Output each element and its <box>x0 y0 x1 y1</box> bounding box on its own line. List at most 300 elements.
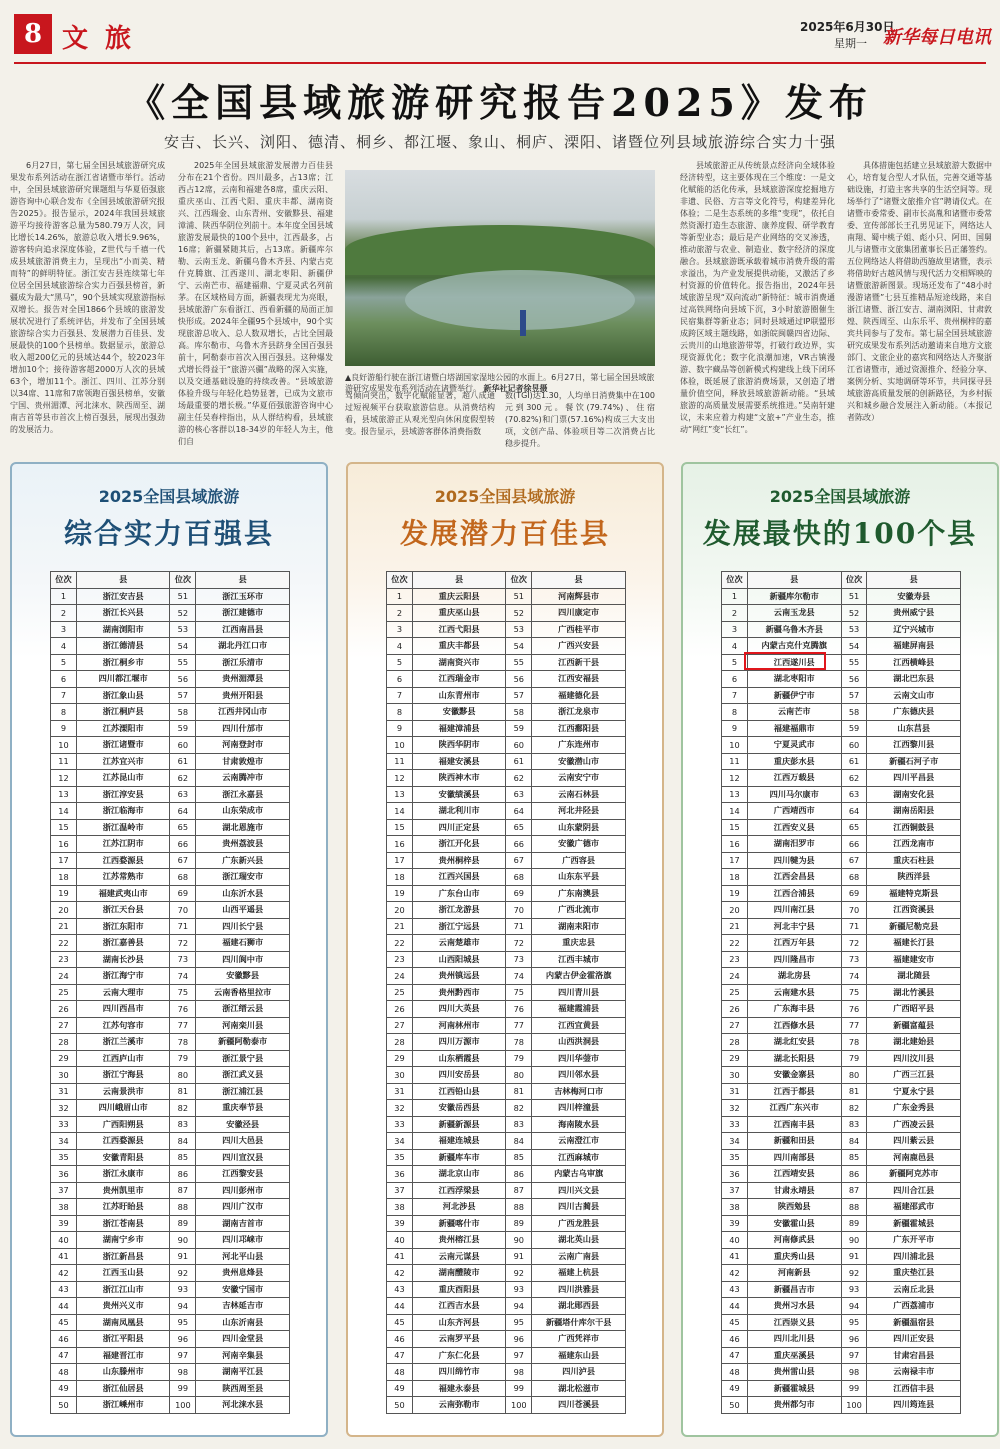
county-cell: 山东蒙阴县 <box>532 819 626 836</box>
county-cell: 江西广东兴市 <box>747 1100 841 1117</box>
rank-cell: 58 <box>170 704 196 721</box>
county-cell: 江西黎安县 <box>196 1166 290 1183</box>
rank-cell: 60 <box>841 737 867 754</box>
rank-cell: 84 <box>506 1133 532 1150</box>
rank-cell: 65 <box>841 819 867 836</box>
table-row <box>387 671 626 688</box>
rank-header: 位次 <box>722 572 748 589</box>
county-cell: 四川邻水县 <box>532 1067 626 1084</box>
rank-cell: 76 <box>506 1001 532 1018</box>
rank-cell: 34 <box>51 1133 77 1150</box>
county-cell: 内蒙古伊金霍洛旗 <box>532 968 626 985</box>
table-row <box>387 1116 626 1133</box>
table-row <box>722 1034 961 1051</box>
rank-cell: 17 <box>51 852 77 869</box>
county-cell: 贵州雷山县 <box>747 1364 841 1381</box>
county-cell: 江西鄱阳县 <box>532 720 626 737</box>
table-row <box>387 1166 626 1183</box>
rank-cell: 98 <box>841 1364 867 1381</box>
table-row <box>51 1182 290 1199</box>
county-cell: 湖南凤凰县 <box>76 1314 170 1331</box>
county-cell: 陕西洋县 <box>867 869 961 886</box>
county-cell: 安徽寿县 <box>867 588 961 605</box>
rank-cell: 92 <box>170 1265 196 1282</box>
rank-cell: 54 <box>506 638 532 655</box>
county-cell: 湖北郧西县 <box>532 1298 626 1315</box>
table-row <box>387 968 626 985</box>
table-row <box>387 1034 626 1051</box>
county-cell: 四川万源市 <box>412 1034 505 1051</box>
rank-cell: 14 <box>722 803 748 820</box>
article-column-5: 县域旅游正从传统景点经济向全域体验经济转型，这主要体现在三个维度：一是文化赋能的活化传承，县域旅游深度挖掘地方非遗、民俗、方言等文化符号，构建差异化体验；二是生态系统的多维“变现”，依托自然资源打造生态旅游、康养度假、研学教育等新型业态；最后是产业网络的交叉渗透，推动旅游与农业、制造业、数字经济的深度融合。县域旅游既承载着城市消费升级的需求溢出，为产业发展提供动能，又激活了乡村资源的价值转化。报告指出，2024年县域旅游呈现“双向流动”新特征：城市消费通过高铁网络向县域下沉，3小时旅游圈催生民宿集群等新业态；同时县域通过IP联盟形成跨区域主题线路，如浙皖闽赣四省边际、云贵川的山地旅游带等，打破行政边界，实现资源优化；数字化浪潮加速，VR古镇漫游、数字藏品等创新模式构建线上线下闭环体验，既延展了旅游消费场景，又创造了增量价值空间，释放县域旅游新动能。“县域旅游的高质量发展需要系统推进。”吴南轩建议，未来应着力构建“文旅+”产业生态，推动“网红”变“长红”。 <box>680 161 835 434</box>
county-header: 县 <box>76 572 170 589</box>
county-cell: 浙江苍南县 <box>76 1215 170 1232</box>
rank-cell: 41 <box>387 1248 413 1265</box>
table-row <box>387 605 626 622</box>
rank-cell: 88 <box>170 1199 196 1216</box>
rank-cell: 6 <box>387 671 413 688</box>
table-row <box>722 1050 961 1067</box>
rank-cell: 56 <box>841 671 867 688</box>
table-row <box>387 1215 626 1232</box>
rank-cell: 46 <box>51 1331 77 1348</box>
table-row <box>51 1100 290 1117</box>
county-cell: 贵州凯里市 <box>76 1182 170 1199</box>
county-cell: 浙江建德市 <box>196 605 290 622</box>
county-cell: 浙江龙游县 <box>412 902 505 919</box>
county-cell: 湖北松滋市 <box>532 1380 626 1397</box>
table-row <box>722 968 961 985</box>
rank-cell: 73 <box>170 951 196 968</box>
table-row <box>722 1248 961 1265</box>
panel-title: 发展最快的100个县 <box>702 517 978 550</box>
masthead <box>0 0 1000 60</box>
county-cell: 湖南醴陵市 <box>412 1265 505 1282</box>
table-row <box>387 1001 626 1018</box>
rank-cell: 5 <box>387 654 413 671</box>
county-cell: 浙江宁远县 <box>412 918 505 935</box>
county-cell: 江西安义县 <box>747 819 841 836</box>
county-cell: 江西万载县 <box>747 770 841 787</box>
county-cell: 浙江新昌县 <box>76 1248 170 1265</box>
rank-cell: 17 <box>387 852 413 869</box>
table-row <box>387 902 626 919</box>
county-cell: 江西万年县 <box>747 935 841 952</box>
county-cell: 四川绵竹市 <box>412 1364 505 1381</box>
rank-cell: 53 <box>170 621 196 638</box>
county-cell: 新疆库尔勒市 <box>747 588 841 605</box>
county-cell: 浙江仙居县 <box>76 1380 170 1397</box>
county-cell: 四川南部县 <box>747 1149 841 1166</box>
county-cell: 江西婺源县 <box>76 1133 170 1150</box>
table-row <box>387 1100 626 1117</box>
county-cell: 山东荣成市 <box>196 803 290 820</box>
newspaper-logo: 新华每日电讯 <box>883 27 991 48</box>
county-cell: 新疆喀什市 <box>412 1215 505 1232</box>
county-cell: 新疆温宿县 <box>867 1314 961 1331</box>
rank-cell: 95 <box>170 1314 196 1331</box>
rank-cell: 9 <box>722 720 748 737</box>
rank-cell: 48 <box>387 1364 413 1381</box>
rank-cell: 12 <box>722 770 748 787</box>
rank-cell: 82 <box>170 1100 196 1117</box>
rank-cell: 73 <box>841 951 867 968</box>
rank-cell: 86 <box>170 1166 196 1183</box>
county-cell: 浙江东阳市 <box>76 918 170 935</box>
county-cell: 浙江乐清市 <box>196 654 290 671</box>
rank-cell: 14 <box>51 803 77 820</box>
rank-cell: 47 <box>387 1347 413 1364</box>
table-row <box>51 770 290 787</box>
county-cell: 云南腾冲市 <box>196 770 290 787</box>
county-cell: 浙江海宁市 <box>76 968 170 985</box>
table-row <box>51 918 290 935</box>
rank-cell: 82 <box>506 1100 532 1117</box>
county-cell: 云南景洪市 <box>76 1083 170 1100</box>
county-cell: 浙江德清县 <box>76 638 170 655</box>
county-cell: 重庆垫江县 <box>867 1265 961 1282</box>
rank-cell: 77 <box>170 1017 196 1034</box>
rank-cell: 51 <box>506 588 532 605</box>
table-row <box>51 1133 290 1150</box>
county-cell: 江西浮梁县 <box>412 1182 505 1199</box>
county-cell: 吉林延吉市 <box>196 1298 290 1315</box>
rank-cell: 36 <box>387 1166 413 1183</box>
county-cell: 浙江温岭市 <box>76 819 170 836</box>
county-cell: 陕西华阴市 <box>412 737 505 754</box>
county-cell: 广东台山市 <box>412 885 505 902</box>
rank-cell: 18 <box>722 869 748 886</box>
table-row <box>51 1017 290 1034</box>
rank-cell: 70 <box>841 902 867 919</box>
county-cell: 湖北红安县 <box>747 1034 841 1051</box>
rank-cell: 40 <box>51 1232 77 1249</box>
rank-cell: 56 <box>506 671 532 688</box>
rank-cell: 52 <box>841 605 867 622</box>
rank-cell: 16 <box>51 836 77 853</box>
rank-cell: 25 <box>387 984 413 1001</box>
county-cell: 浙江诸暨市 <box>76 737 170 754</box>
rank-cell: 83 <box>506 1116 532 1133</box>
rank-cell: 5 <box>51 654 77 671</box>
county-cell: 福建德化县 <box>532 687 626 704</box>
rank-cell: 16 <box>722 836 748 853</box>
county-cell: 贵州榕江县 <box>412 1232 505 1249</box>
county-cell: 江西安福县 <box>532 671 626 688</box>
county-header: 县 <box>196 572 290 589</box>
table-row <box>722 1265 961 1282</box>
rank-cell: 24 <box>51 968 77 985</box>
county-cell: 广东新兴县 <box>196 852 290 869</box>
county-cell: 新疆塔什库尔干县 <box>532 1314 626 1331</box>
rank-cell: 44 <box>722 1298 748 1315</box>
rank-header: 位次 <box>506 572 532 589</box>
photo-hills <box>345 225 655 275</box>
rank-cell: 90 <box>841 1232 867 1249</box>
table-row <box>387 687 626 704</box>
rank-cell: 59 <box>506 720 532 737</box>
rank-cell: 88 <box>506 1199 532 1216</box>
county-cell: 甘肃宕昌县 <box>867 1347 961 1364</box>
county-cell: 湖南资兴市 <box>412 654 505 671</box>
county-cell: 江西南昌县 <box>196 621 290 638</box>
rank-cell: 30 <box>51 1067 77 1084</box>
rank-cell: 28 <box>722 1034 748 1051</box>
table-row <box>51 654 290 671</box>
table-row <box>387 621 626 638</box>
rank-cell: 91 <box>841 1248 867 1265</box>
county-cell: 内蒙古克什克腾旗 <box>747 638 841 655</box>
rank-cell: 53 <box>506 621 532 638</box>
rank-cell: 1 <box>387 588 413 605</box>
rank-cell: 87 <box>506 1182 532 1199</box>
county-cell: 浙江江山市 <box>76 1281 170 1298</box>
county-cell: 广西凭祥市 <box>532 1331 626 1348</box>
rank-cell: 33 <box>722 1116 748 1133</box>
county-cell: 四川大邑县 <box>196 1133 290 1150</box>
county-cell: 云南楚雄市 <box>412 935 505 952</box>
rank-cell: 88 <box>841 1199 867 1216</box>
county-cell: 安徽宁国市 <box>196 1281 290 1298</box>
rank-cell: 57 <box>170 687 196 704</box>
county-cell: 云南玉龙县 <box>747 605 841 622</box>
county-cell: 江西合浦县 <box>747 885 841 902</box>
county-cell: 浙江开化县 <box>412 836 505 853</box>
table-row <box>51 902 290 919</box>
county-cell: 江西丰城市 <box>532 951 626 968</box>
county-cell: 浙江淳安县 <box>76 786 170 803</box>
rank-cell: 43 <box>722 1281 748 1298</box>
rank-cell: 97 <box>841 1347 867 1364</box>
rank-cell: 90 <box>506 1232 532 1249</box>
county-cell: 湖北竹溪县 <box>867 984 961 1001</box>
rank-cell: 79 <box>506 1050 532 1067</box>
county-cell: 浙江永嘉县 <box>196 786 290 803</box>
rank-cell: 7 <box>387 687 413 704</box>
table-row <box>722 819 961 836</box>
rank-cell: 18 <box>51 869 77 886</box>
rank-cell: 28 <box>387 1034 413 1051</box>
county-cell: 四川浦北县 <box>867 1248 961 1265</box>
county-cell: 重庆云阳县 <box>412 588 505 605</box>
county-cell: 陕西周至县 <box>196 1380 290 1397</box>
county-cell: 安徽绩溪县 <box>412 786 505 803</box>
county-cell: 贵州镇远县 <box>412 968 505 985</box>
photo-caption: ▲良好游船行驶在浙江诸暨白塔湖国家湿地公园的水面上。6月27日，第七届全国县域旅游研究成果发布系列活动在诸暨举行。 新华社记者徐昱摄 <box>345 373 655 393</box>
table-row <box>51 1298 290 1315</box>
rank-cell: 55 <box>506 654 532 671</box>
rank-cell: 8 <box>722 704 748 721</box>
county-cell: 陕西勉县 <box>747 1199 841 1216</box>
county-cell: 云南禄丰市 <box>867 1364 961 1381</box>
ranking-table <box>721 571 961 1414</box>
table-row <box>722 869 961 886</box>
rank-cell: 67 <box>170 852 196 869</box>
county-header: 县 <box>532 572 626 589</box>
county-cell: 湖北房县 <box>747 968 841 985</box>
county-cell: 江西瑞金市 <box>412 671 505 688</box>
county-cell: 四川古蔺县 <box>532 1199 626 1216</box>
rank-cell: 97 <box>506 1347 532 1364</box>
county-cell: 浙江象山县 <box>76 687 170 704</box>
table-row <box>51 1001 290 1018</box>
table-row <box>387 935 626 952</box>
table-row <box>387 1017 626 1034</box>
rank-cell: 85 <box>170 1149 196 1166</box>
rank-cell: 68 <box>506 869 532 886</box>
rank-cell: 29 <box>722 1050 748 1067</box>
county-cell: 重庆巫溪县 <box>747 1347 841 1364</box>
county-cell: 四川隆昌市 <box>747 951 841 968</box>
rank-cell: 100 <box>841 1397 867 1414</box>
rank-cell: 23 <box>51 951 77 968</box>
county-cell: 广西龙胜县 <box>532 1215 626 1232</box>
county-cell: 新疆霍城县 <box>747 1380 841 1397</box>
county-cell: 江西玉山县 <box>76 1265 170 1282</box>
table-row <box>51 737 290 754</box>
rank-cell: 6 <box>51 671 77 688</box>
county-cell: 新疆库车市 <box>412 1149 505 1166</box>
county-cell: 江西兴国县 <box>412 869 505 886</box>
rank-cell: 71 <box>170 918 196 935</box>
panel-title: 发展潜力百佳县 <box>399 517 610 550</box>
county-cell: 云南石林县 <box>532 786 626 803</box>
county-cell: 重庆忠县 <box>532 935 626 952</box>
county-cell: 安徽岳西县 <box>412 1100 505 1117</box>
section-title: 文 旅 <box>62 24 136 54</box>
county-cell: 湖南安化县 <box>867 786 961 803</box>
county-cell: 广西桂平市 <box>532 621 626 638</box>
county-cell: 河北丰宁县 <box>747 918 841 935</box>
county-cell: 江西龙南市 <box>867 836 961 853</box>
highlight-box <box>744 652 826 670</box>
county-cell: 湖南吉首市 <box>196 1215 290 1232</box>
county-cell: 云南芒市 <box>747 704 841 721</box>
rank-cell: 56 <box>170 671 196 688</box>
panel-year-label: 2025全国县域旅游 <box>98 487 240 506</box>
county-header: 县 <box>867 572 961 589</box>
county-cell: 湖南汨罗市 <box>747 836 841 853</box>
rank-cell: 78 <box>170 1034 196 1051</box>
table-row <box>387 1232 626 1249</box>
rank-cell: 3 <box>722 621 748 638</box>
county-cell: 山东栖霞县 <box>412 1050 505 1067</box>
county-cell: 云南香格里拉市 <box>196 984 290 1001</box>
county-cell: 广西凌云县 <box>867 1116 961 1133</box>
table-row <box>722 737 961 754</box>
county-cell: 山东东平县 <box>532 869 626 886</box>
table-row <box>51 1331 290 1348</box>
county-cell: 江西新干县 <box>532 654 626 671</box>
rank-cell: 1 <box>51 588 77 605</box>
rank-cell: 63 <box>506 786 532 803</box>
county-cell: 四川彭州市 <box>196 1182 290 1199</box>
table-row <box>387 1397 626 1414</box>
table-row <box>51 984 290 1001</box>
rank-cell: 64 <box>506 803 532 820</box>
rank-cell: 34 <box>722 1133 748 1150</box>
county-cell: 重庆彭水县 <box>747 753 841 770</box>
rank-cell: 62 <box>506 770 532 787</box>
table-row <box>722 588 961 605</box>
article-column-3: 驾倾向突出，数字化赋能显著，超八成通过短视频平台获取旅游信息。从消费结构看，县域旅游正从观光型向休闲度假型转变。报告显示，县域游客群体消费指数 <box>345 391 495 436</box>
county-cell: 四川青川县 <box>532 984 626 1001</box>
rank-cell: 75 <box>170 984 196 1001</box>
rank-cell: 3 <box>387 621 413 638</box>
county-cell: 重庆秀山县 <box>747 1248 841 1265</box>
rank-cell: 80 <box>841 1067 867 1084</box>
rank-cell: 9 <box>51 720 77 737</box>
table-row <box>387 1133 626 1150</box>
county-cell: 浙江长兴县 <box>76 605 170 622</box>
rank-cell: 5 <box>722 654 748 671</box>
county-cell: 四川犍为县 <box>747 852 841 869</box>
rank-cell: 17 <box>722 852 748 869</box>
rank-cell: 4 <box>387 638 413 655</box>
table-row <box>387 1331 626 1348</box>
table-row <box>51 671 290 688</box>
table-row <box>722 704 961 721</box>
table-row <box>387 819 626 836</box>
table-row <box>51 1034 290 1051</box>
county-cell: 重庆丰都县 <box>412 638 505 655</box>
county-cell: 浙江天台县 <box>76 902 170 919</box>
rank-cell: 81 <box>170 1083 196 1100</box>
rank-cell: 29 <box>387 1050 413 1067</box>
rank-cell: 87 <box>170 1182 196 1199</box>
table-row <box>722 918 961 935</box>
rank-cell: 69 <box>506 885 532 902</box>
county-cell: 浙江平阳县 <box>76 1331 170 1348</box>
county-cell: 江西于都县 <box>747 1083 841 1100</box>
rank-cell: 58 <box>841 704 867 721</box>
rank-cell: 66 <box>170 836 196 853</box>
table-row <box>722 687 961 704</box>
county-cell: 贵州息烽县 <box>196 1265 290 1282</box>
table-row <box>387 1380 626 1397</box>
county-cell: 浙江武义县 <box>196 1067 290 1084</box>
rank-cell: 76 <box>841 1001 867 1018</box>
table-row <box>722 836 961 853</box>
table-row <box>387 1050 626 1067</box>
rank-cell: 71 <box>506 918 532 935</box>
county-cell: 广东海丰县 <box>747 1001 841 1018</box>
county-cell: 辽宁兴城市 <box>867 621 961 638</box>
county-cell: 山西洪洞县 <box>532 1034 626 1051</box>
county-cell: 江西铅山县 <box>412 1083 505 1100</box>
rank-cell: 4 <box>722 638 748 655</box>
county-cell: 安徽霍山县 <box>747 1215 841 1232</box>
rank-cell: 12 <box>51 770 77 787</box>
county-cell: 湖南长沙县 <box>76 951 170 968</box>
county-cell: 广西兴安县 <box>532 638 626 655</box>
county-cell: 河北涞水县 <box>196 1397 290 1414</box>
county-cell: 福建连城县 <box>412 1133 505 1150</box>
rank-cell: 18 <box>387 869 413 886</box>
county-cell: 云南文山市 <box>867 687 961 704</box>
rank-cell: 74 <box>841 968 867 985</box>
table-row <box>387 852 626 869</box>
table-row <box>722 852 961 869</box>
rank-cell: 81 <box>506 1083 532 1100</box>
table-row <box>51 1380 290 1397</box>
county-cell: 山西平遥县 <box>196 902 290 919</box>
rank-cell: 49 <box>722 1380 748 1397</box>
table-row <box>51 1067 290 1084</box>
county-header: 县 <box>412 572 505 589</box>
table-row <box>51 1281 290 1298</box>
table-row <box>51 885 290 902</box>
